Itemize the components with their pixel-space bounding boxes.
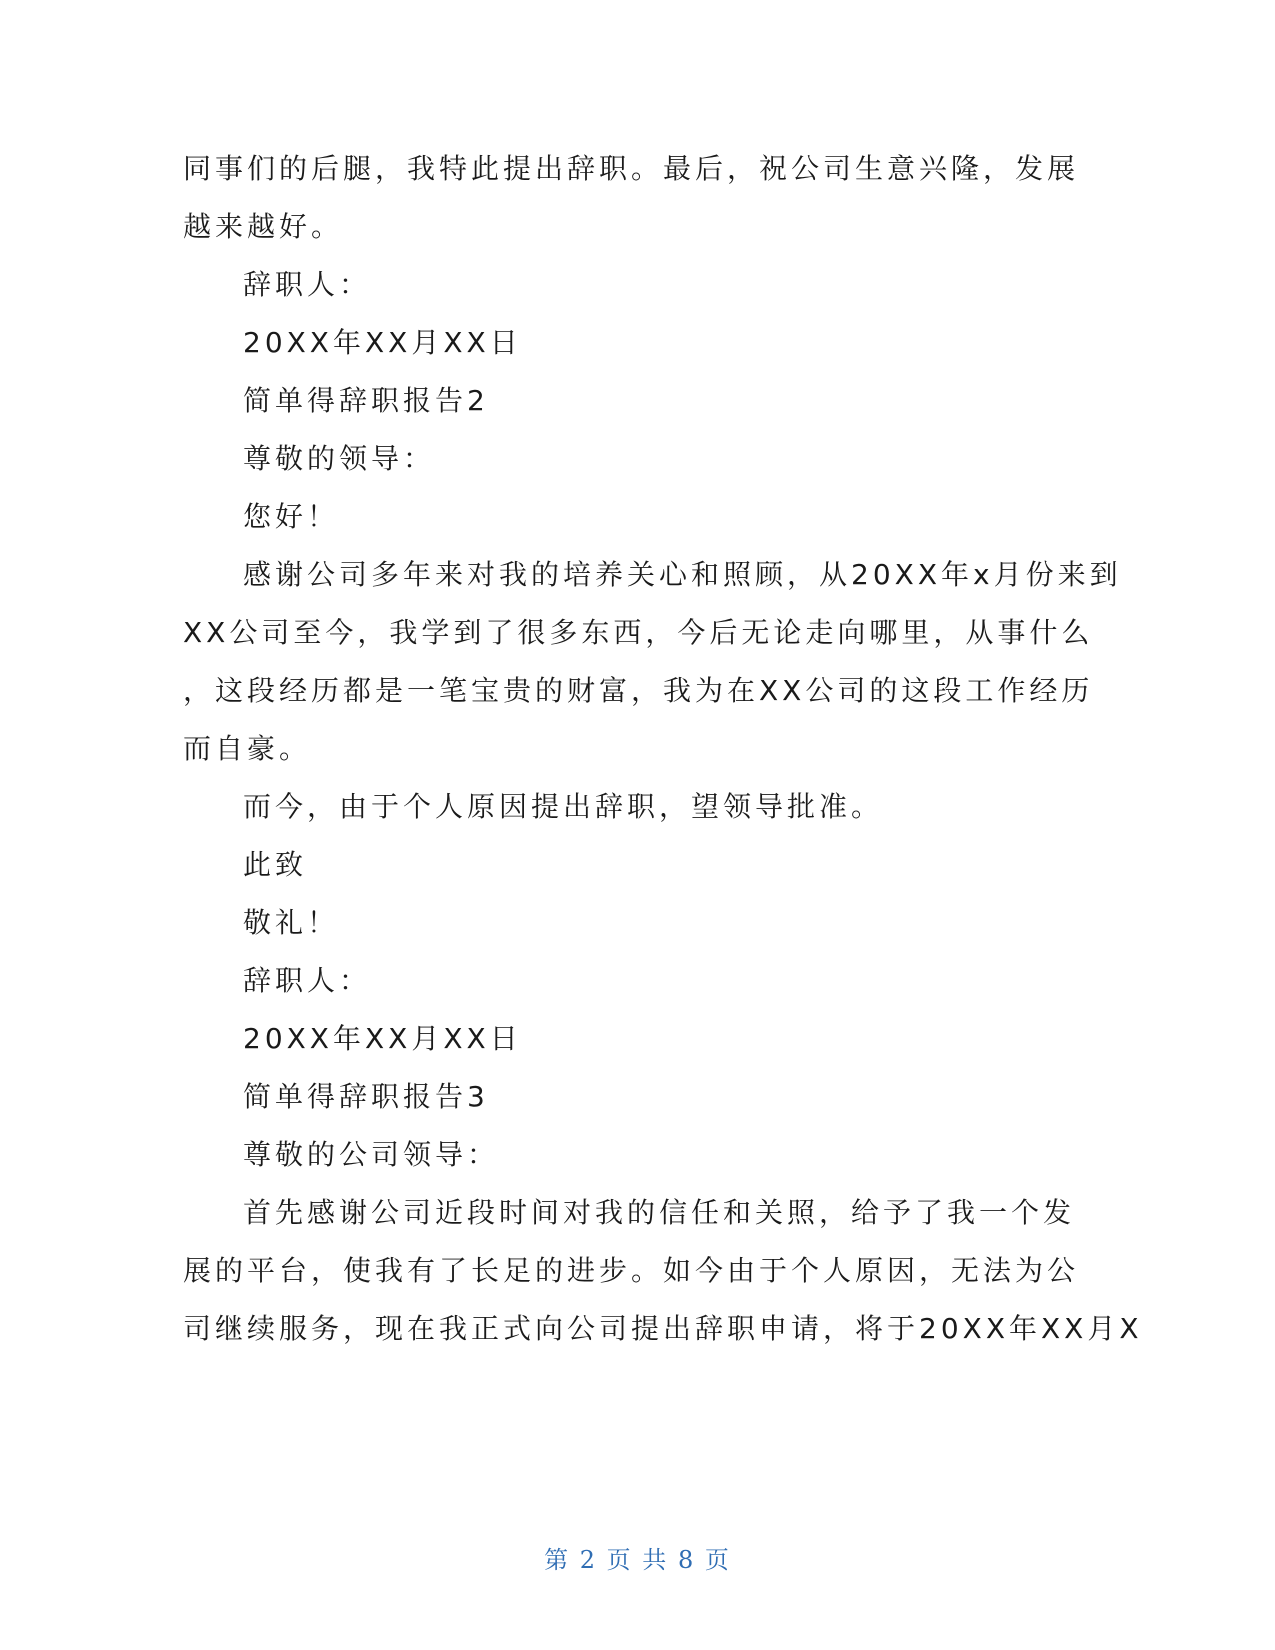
paragraph-line: 同事们的后腿，我特此提出辞职。最后，祝公司生意兴隆，发展 <box>183 152 1080 185</box>
paragraph-line: 越来越好。 <box>183 210 344 243</box>
closing-line: 敬礼！ <box>243 906 340 939</box>
greeting: 您好！ <box>243 500 340 533</box>
date-line: 20XX年XX月XX日 <box>243 326 522 359</box>
closing-line: 此致 <box>243 848 308 881</box>
paragraph-line: 而今，由于个人原因提出辞职，望领导批准。 <box>243 790 884 823</box>
paragraph-line: 展的平台，使我有了长足的进步。如今由于个人原因，无法为公 <box>183 1254 1080 1287</box>
salutation: 尊敬的领导： <box>243 442 436 475</box>
section-title: 简单得辞职报告3 <box>243 1080 489 1113</box>
section-title: 简单得辞职报告2 <box>243 384 489 417</box>
paragraph-line: ，这段经历都是一笔宝贵的财富，我为在XX公司的这段工作经历 <box>183 674 1094 707</box>
signature-label: 辞职人： <box>243 268 372 301</box>
paragraph-line: 感谢公司多年来对我的培养关心和照顾，从20XX年x月份来到 <box>243 558 1122 591</box>
paragraph-line: 司继续服务，现在我正式向公司提出辞职申请，将于20XX年XX月X <box>183 1312 1143 1345</box>
paragraph-line: 而自豪。 <box>183 732 312 765</box>
document-body <box>183 140 1143 1358</box>
page-indicator: 第 2 页 共 8 页 <box>544 1546 731 1574</box>
paragraph-line: XX公司至今，我学到了很多东西，今后无论走向哪里，从事什么 <box>183 616 1094 649</box>
salutation: 尊敬的公司领导： <box>243 1138 500 1171</box>
paragraph-line: 首先感谢公司近段时间对我的信任和关照，给予了我一个发 <box>243 1196 1076 1229</box>
signature-label: 辞职人： <box>243 964 372 997</box>
date-line: 20XX年XX月XX日 <box>243 1022 522 1055</box>
